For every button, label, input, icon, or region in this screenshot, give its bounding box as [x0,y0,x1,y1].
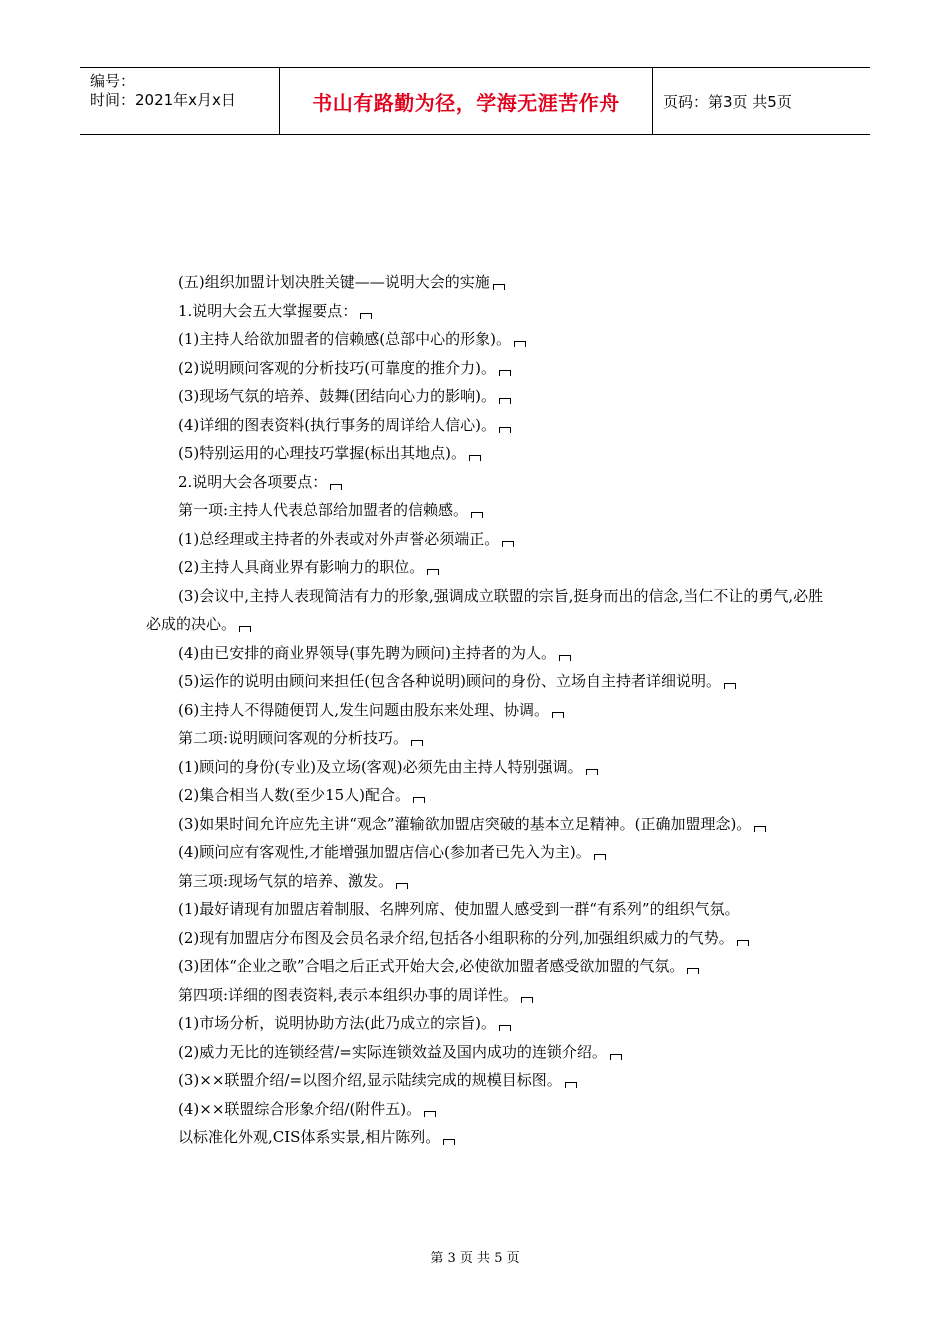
paragraph-mark-icon [330,484,342,490]
paragraph-mark-icon [552,712,564,718]
paragraph: (2)说明顾问客观的分析技巧(可靠度的推介力)。 [146,354,826,383]
paragraph-mark-icon [493,284,505,290]
paragraph: (1)最好请现有加盟店着制服、名牌列席、使加盟人感受到一群“有系列”的组织气氛。 [178,900,740,918]
paragraph: (4)××联盟综合形象介绍/(附件五)。 [146,1095,826,1124]
paragraph-mark-icon [610,1054,622,1060]
paragraph-mark-icon [499,1025,511,1031]
paragraph: 第三项:现场气氛的培养、激发。 [146,867,826,896]
paragraph: (3)现场气氛的培养、鼓舞(团结向心力的影响)。 [146,382,826,411]
paragraph-mark-icon [586,769,598,775]
paragraph-mark-icon [521,997,533,1003]
paragraph-mark-icon [499,370,511,376]
paragraph: (2)主持人具商业界有影响力的职位。 [146,553,826,582]
paragraph-mark-icon [499,427,511,433]
paragraph: 第二项:说明顾问客观的分析技巧。 [146,724,826,753]
paragraph: (3)××联盟介绍/=以图介绍,显示陆续完成的规模目标图。 [146,1066,826,1095]
paragraph-mark-icon [360,313,372,319]
document-number-label: 编号： [90,72,136,90]
paragraph: (6)主持人不得随便罚人,发生问题由股东来处理、协调。 [146,696,826,725]
page-footer: 第 3 页 共 5 页 [430,1251,520,1266]
header-page-label: 页码：第3页 共5页 [663,92,792,111]
paragraph: (五)组织加盟计划决胜关键——说明大会的实施 [146,268,826,297]
paragraph: (5)特别运用的心理技巧掌握(标出其地点)。 [146,439,826,468]
paragraph-mark-icon [471,512,483,518]
paragraph: (1)顾问的身份(专业)及立场(客观)必须先由主持人特别强调。 [146,753,826,782]
paragraph-mark-icon [559,655,571,661]
paragraph-mark-icon [396,883,408,889]
document-body [146,268,826,1152]
paragraph-mark-icon [594,854,606,860]
header-motto: 书山有路勤为径，学海无涯苦作舟 [280,68,653,134]
paragraph: (3)如果时间允许应先主讲“观念”灌输欲加盟店突破的基本立足精神。(正确加盟理念)。 [146,810,826,839]
paragraph: (2)集合相当人数(至少15人)配合。 [146,781,826,810]
paragraph-mark-icon [737,940,749,946]
paragraph-mark-icon [469,455,481,461]
paragraph-mark-icon [565,1082,577,1088]
paragraph-mark-icon [687,968,699,974]
paragraph: (4)由已安排的商业界领导(事先聘为顾问)主持者的为人。 [146,639,826,668]
paragraph: (4)顾问应有客观性,才能增强加盟店信心(参加者已先入为主)。 [146,838,826,867]
paragraph: 第四项:详细的图表资料,表示本组织办事的周详性。 [146,981,826,1010]
paragraph: (1)主持人给欲加盟者的信赖感(总部中心的形象)。 [146,325,826,354]
paragraph-mark-icon [514,341,526,347]
paragraph-mark-icon [424,1111,436,1117]
paragraph-mark-icon [724,683,736,689]
paragraph-mark-icon [754,826,766,832]
paragraph: (4)详细的图表资料(执行事务的周详给人信心)。 [146,411,826,440]
document-time-label: 时间：2021年x月x日 [90,91,236,109]
paragraph: (1)总经理或主持者的外表或对外声誉必须端正。 [146,525,826,554]
paragraph-mark-icon [443,1139,455,1145]
paragraph: 以标准化外观,CIS体系实景,相片陈列。 [146,1123,826,1152]
paragraph: (3)会议中,主持人表现简洁有力的形象,强调成立联盟的宗旨,挺身而出的信念,当仁不让的勇气,必胜必成的决心。 [146,586,824,633]
paragraph-mark-icon [411,740,423,746]
paragraph: (1)市场分析，说明协助方法(此乃成立的宗旨)。 [146,1009,826,1038]
paragraph: (5)运作的说明由顾问来担任(包含各种说明)顾问的身份、立场自主持者详细说明。 [146,667,826,696]
paragraph: 第一项:主持人代表总部给加盟者的信赖感。 [146,496,826,525]
paragraph-mark-icon [499,398,511,404]
paragraph-mark-icon [502,541,514,547]
paragraph-mark-icon [239,626,251,632]
page-header [80,67,870,135]
paragraph: 2.说明大会各项要点： [146,468,826,497]
paragraph-mark-icon [413,797,425,803]
paragraph: (3)团体“企业之歌”合唱之后正式开始大会,必使欲加盟者感受欲加盟的气氛。 [146,952,826,981]
header-meta-cell [80,68,280,134]
paragraph: (2)威力无比的连锁经营/=实际连锁效益及国内成功的连锁介绍。 [146,1038,826,1067]
paragraph: (2)现有加盟店分布图及会员名录介绍,包括各小组职称的分列,加强组织威力的气势。 [146,924,826,953]
paragraph-mark-icon [427,569,439,575]
paragraph: 1.说明大会五大掌握要点： [146,297,826,326]
